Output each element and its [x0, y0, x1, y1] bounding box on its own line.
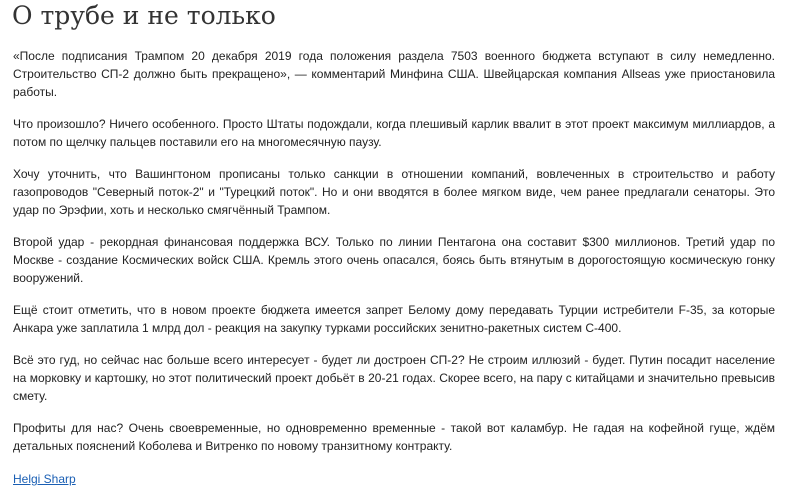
article-body	[13, 47, 775, 488]
article-paragraph: Всё это гуд, но сейчас нас больше всего интересует - будет ли достроен СП-2? Не строим иллюзий - будет. Путин посадит население на морковку и картошку, но этот политический проект добьёт в 20-21 годах. Скорее всего, на пару с китайцами и значительно превысив смету.	[13, 353, 775, 403]
article-paragraph: Что произошло? Ничего особенного. Просто Штаты подождали, когда плешивый карлик ввалит в этот проект максимум миллиардов, а потом по щелчку пальцев поставили его на многомесячную паузу.	[13, 117, 775, 149]
author-link[interactable]: Helgi Sharp	[13, 472, 76, 486]
article-paragraph: Второй удар - рекордная финансовая поддержка ВСУ. Только по линии Пентагона она составит $300 миллионов. Третий удар по Москве - создание Космических войск США. Кремль этого очень опасался, боясь быть втянутым в дорогостоящую космическую гонку вооружений.	[13, 235, 775, 285]
article-paragraph: «После подписания Трампом 20 декабря 2019 года положения раздела 7503 военного бюджета вступают в силу немедленно. Строительство СП-2 должно быть прекращено», — комментарий Минфина США. Швейцарская компания Allseas уже приостановила работы.	[13, 49, 775, 99]
article-paragraph: Профиты для нас? Очень своевременные, но одновременно временные - такой вот каламбур. Не гадая на кофейной гуще, ждём детальных пояснений Коболева и Витренко по новому транзитному контракту.	[13, 421, 775, 453]
article-paragraph: Хочу уточнить, что Вашингтоном прописаны только санкции в отношении компаний, вовлеченных в строительство и работу газопроводов "Северный поток-2" и "Турецкий поток". Но и они вводятся в более мягком виде, чем ранее предлагали сенаторы. Это удар по Эрэфии, хоть и несколько смягчённый Трампом.	[13, 167, 775, 217]
article-paragraph: Ещё стоит отметить, что в новом проекте бюджета имеется запрет Белому дому передавать Турции истребители F-35, за которые Анкара уже заплатила 1 млрд дол - реакция на закупку турками российских зенитно-ракетных систем С-400.	[13, 303, 775, 335]
article-title: О трубе и не только	[12, 1, 276, 30]
